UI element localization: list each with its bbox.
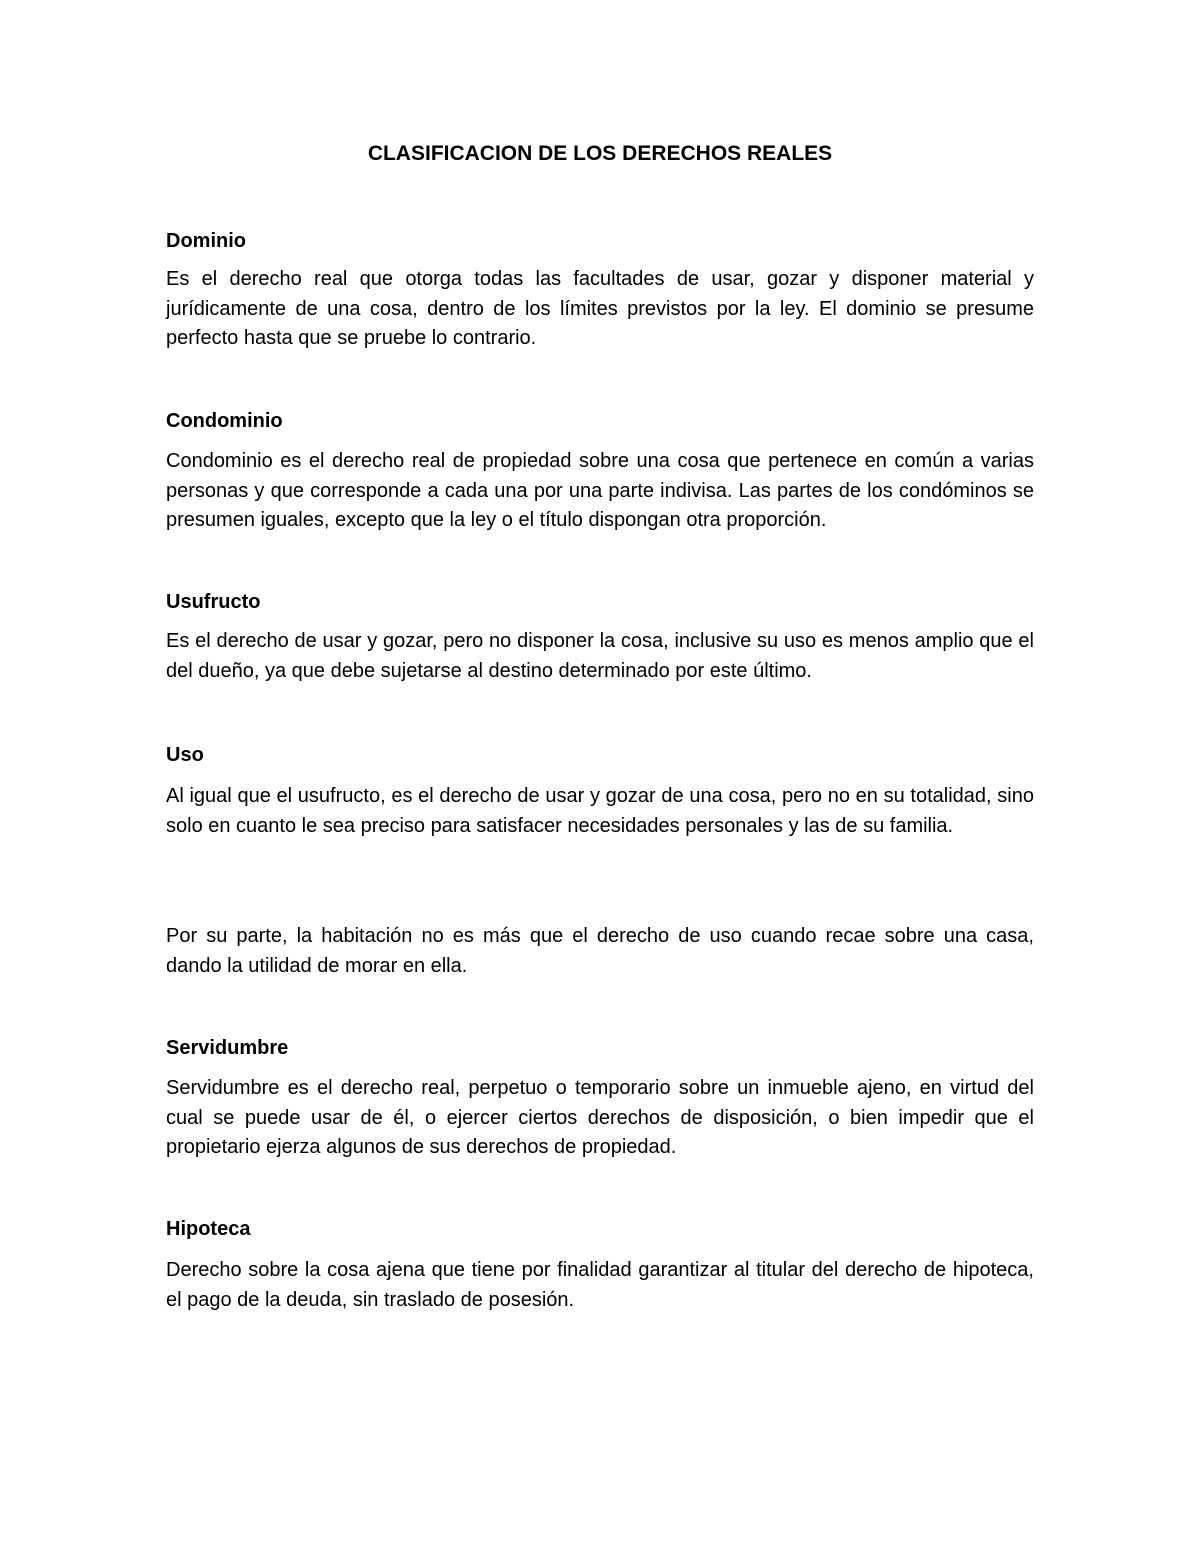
section-paragraph-uso: Al igual que el usufructo, es el derecho de usar y gozar de una cosa, pero no en su totalidad, sino solo en cuanto le sea preciso para satisfacer necesidades personales y las de su familia. — [166, 785, 1034, 837]
section-paragraph-servidumbre: Servidumbre es el derecho real, perpetuo o temporario sobre un inmueble ajeno, en virtud del cual se puede usar de él, o ejercer ciertos derechos de disposición, o bien impedir que el propietario ejerza algunos de sus derechos de propiedad. — [166, 1077, 1034, 1158]
section-heading-uso: Uso — [166, 744, 204, 766]
section-heading-condominio: Condominio — [166, 410, 283, 432]
section-heading-usufructo: Usufructo — [166, 591, 261, 613]
section-paragraph-habitacion: Por su parte, la habitación no es más que el derecho de uso cuando recae sobre una casa, dando la utilidad de morar en ella. — [166, 925, 1034, 977]
section-heading-dominio: Dominio — [166, 230, 246, 252]
section-paragraph-usufructo: Es el derecho de usar y gozar, pero no disponer la cosa, inclusive su uso es menos amplio que el del dueño, ya que debe sujetarse al destino determinado por este último. — [166, 630, 1034, 682]
section-heading-servidumbre: Servidumbre — [166, 1037, 289, 1059]
section-paragraph-dominio: Es el derecho real que otorga todas las facultades de usar, gozar y disponer material y jurídicamente de una cosa, dentro de los límites previstos por la ley. El dominio se presume perfecto hasta que se pruebe lo contrario. — [166, 268, 1034, 349]
section-paragraph-hipoteca: Derecho sobre la cosa ajena que tiene por finalidad garantizar al titular del derecho de hipoteca, el pago de la deuda, sin traslado de posesión. — [166, 1259, 1034, 1311]
section-paragraph-condominio: Condominio es el derecho real de propiedad sobre una cosa que pertenece en común a varias personas y que corresponde a cada una por una parte indivisa. Las partes de los condóminos se presumen iguales, excepto que la ley o el título dispongan otra proporción. — [166, 450, 1034, 531]
document-title: CLASIFICACION DE LOS DERECHOS REALES — [367, 142, 833, 165]
section-heading-hipoteca: Hipoteca — [166, 1218, 251, 1240]
